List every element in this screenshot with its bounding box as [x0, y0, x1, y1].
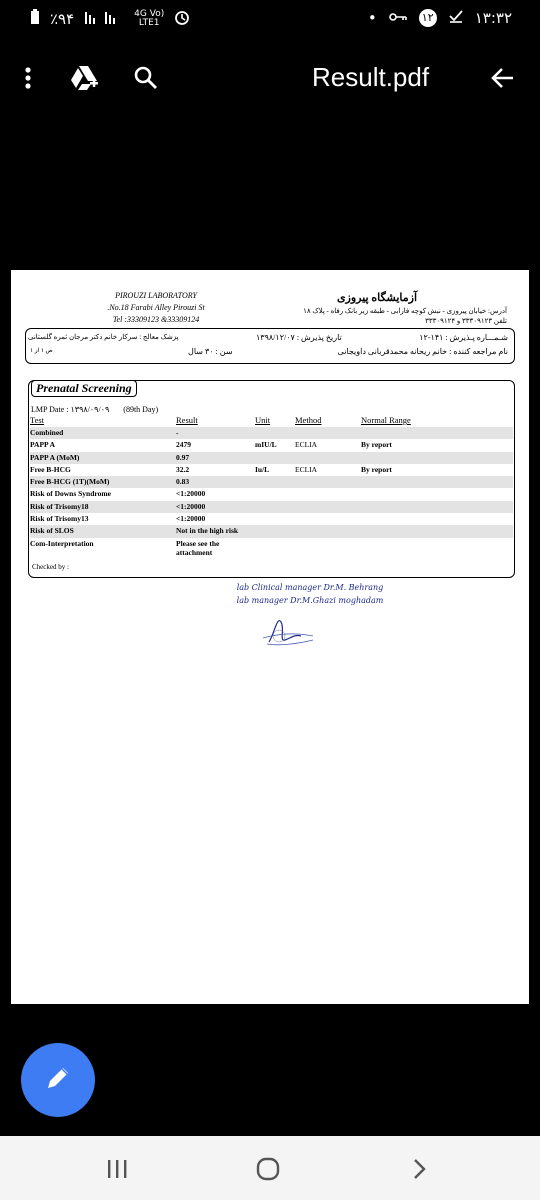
status-bar — [0, 0, 540, 38]
recent-apps-icon[interactable] — [97, 1152, 137, 1186]
header-test: Test — [30, 415, 45, 425]
page-number: ص ۱ از ۱ — [30, 348, 53, 354]
results-box — [28, 380, 515, 578]
cell-test: PAPP A — [30, 440, 56, 450]
lab-phone-fa: تلفن ۳۳۳۰۹۱۲۳ و ۳۳۳۰۹۱۲۴ — [425, 317, 507, 325]
header-result: Result — [176, 415, 198, 425]
cell-test: Risk of Trisomy18 — [30, 501, 89, 511]
network-label: 4G Vo) — [134, 9, 165, 19]
lab-name-en: PIROUZI LABORATORY — [115, 291, 197, 300]
pdf-page — [11, 270, 529, 1004]
system-nav-bar — [0, 1136, 540, 1200]
cell-test: Risk of SLOS — [30, 526, 74, 536]
lab-name-fa: آزمایشگاه پیروزی — [336, 292, 418, 304]
table-row — [30, 452, 513, 464]
table-row — [30, 476, 513, 488]
drive-add-icon[interactable] — [66, 60, 102, 96]
cell-result: <1:20000 — [176, 514, 206, 524]
table-row — [30, 538, 513, 560]
network-indicator — [134, 10, 164, 28]
cell-test: PAPP A (MoM) — [30, 452, 80, 462]
results-table — [30, 415, 513, 560]
cell-unit: mIU/L — [255, 440, 277, 450]
table-row — [30, 439, 513, 451]
table-row — [30, 464, 513, 476]
table-header — [30, 415, 513, 427]
patient-row-2 — [188, 347, 508, 356]
reception-number: شـمـــاره پـذیرش : ۱۴۱-۱۲ — [419, 333, 508, 342]
lmp-date — [31, 405, 158, 414]
status-right — [368, 9, 512, 27]
lab-tel-en: Tel :33309123 &33309124 — [112, 315, 200, 324]
home-icon[interactable] — [248, 1152, 288, 1186]
cell-test: Risk of Downs Syndrome — [30, 489, 111, 499]
table-row — [30, 427, 513, 439]
cell-result-line2: attachment — [176, 547, 213, 557]
cell-result: 32.2 — [176, 464, 190, 474]
cell-result: 0.97 — [176, 452, 190, 462]
lmp-label: LMP Date : ۱۳۹۸/۰۹/۰۹ — [31, 405, 110, 414]
cell-test: Free B-HCG (1T)(MoM) — [30, 477, 110, 487]
cell-result — [176, 539, 219, 557]
cell-test: Com-Interpretation — [30, 538, 94, 548]
table-row — [30, 501, 513, 513]
cell-test: Combined — [30, 428, 64, 437]
battery-icon — [30, 9, 40, 29]
table-row — [30, 488, 513, 500]
signal-icon — [84, 9, 124, 29]
patient-age: سن : ۳۰ سال — [188, 347, 233, 356]
cell-result: <1:20000 — [176, 489, 206, 499]
lab-address-fa: آدرس: خیابان پیروزی - نبش کوچه فارابی - طبقه زیر بانک رفاه - پلاک ۱۸ — [303, 307, 507, 315]
cell-test: Free B-HCG — [30, 464, 71, 474]
edit-pencil-icon — [45, 1065, 71, 1095]
reception-date: تاریخ پذیرش : ۱۳۹۸/۱۲/۰۷ — [255, 333, 342, 342]
signature-stamp — [259, 614, 319, 655]
status-left — [30, 9, 190, 29]
document-title: Result.pdf — [312, 62, 430, 92]
back-arrow-icon[interactable] — [485, 60, 521, 96]
more-vert-icon[interactable] — [10, 60, 46, 96]
cell-method: ECLIA — [295, 464, 318, 474]
alarm-icon — [174, 9, 190, 29]
back-chevron-icon[interactable] — [400, 1152, 440, 1186]
notification-badge: ۱۲ — [419, 9, 437, 27]
lab-address-en: .No.18 Farabi Alley Pirouzi St — [107, 303, 205, 312]
doctor-name: پزشک معالج : سرکار خانم دکتر مرجان ثمره گلستانی — [28, 333, 179, 341]
cell-test: Risk of Trisomy13 — [30, 514, 89, 524]
cell-result: 0.83 — [176, 477, 190, 487]
table-body — [30, 427, 513, 560]
cell-method: ECLIA — [295, 440, 318, 450]
cell-result: - — [176, 428, 179, 437]
cell-result-line1: Please see the — [176, 538, 220, 548]
search-icon[interactable] — [128, 60, 164, 96]
dot-icon: • — [367, 9, 377, 27]
cell-result: 2479 — [176, 440, 191, 450]
clock: ۱۳:۳۲ — [474, 9, 512, 27]
key-icon — [389, 9, 407, 27]
checked-by: Checked by : — [32, 563, 69, 571]
header-method: Method — [295, 415, 322, 425]
cell-range: By report — [361, 464, 392, 474]
lab-header-en — [91, 290, 221, 326]
app-toolbar — [0, 40, 540, 120]
edit-fab-button[interactable] — [21, 1043, 95, 1117]
signature-line-1: lab Clinical manager Dr.M. Behrang — [236, 583, 384, 592]
patient-name: نام مراجعه کننده : خانم ریحانه محمدقربانی داویجانی — [337, 347, 508, 356]
download-done-icon — [449, 9, 463, 27]
table-row — [30, 513, 513, 525]
table-row — [30, 525, 513, 537]
battery-percent: ٪۹۴ — [50, 10, 75, 28]
header-range: Normal Range — [361, 415, 411, 425]
network-sub-label: LTE1 — [138, 18, 160, 28]
cell-unit: Iu/L — [255, 464, 270, 474]
patient-info-box — [25, 328, 515, 364]
header-unit: Unit — [255, 415, 271, 425]
patient-row-1 — [28, 333, 508, 342]
cell-result: Not in the high risk — [176, 526, 239, 536]
lab-header-fa — [287, 290, 507, 326]
cell-range: By report — [361, 440, 392, 450]
cell-result: <1:20000 — [176, 501, 206, 511]
section-title: Prenatal Screening — [31, 380, 137, 397]
lmp-day: (89th Day) — [123, 405, 159, 414]
signature-line-2: lab manager Dr.M.Ghazi moghadam — [236, 596, 384, 605]
